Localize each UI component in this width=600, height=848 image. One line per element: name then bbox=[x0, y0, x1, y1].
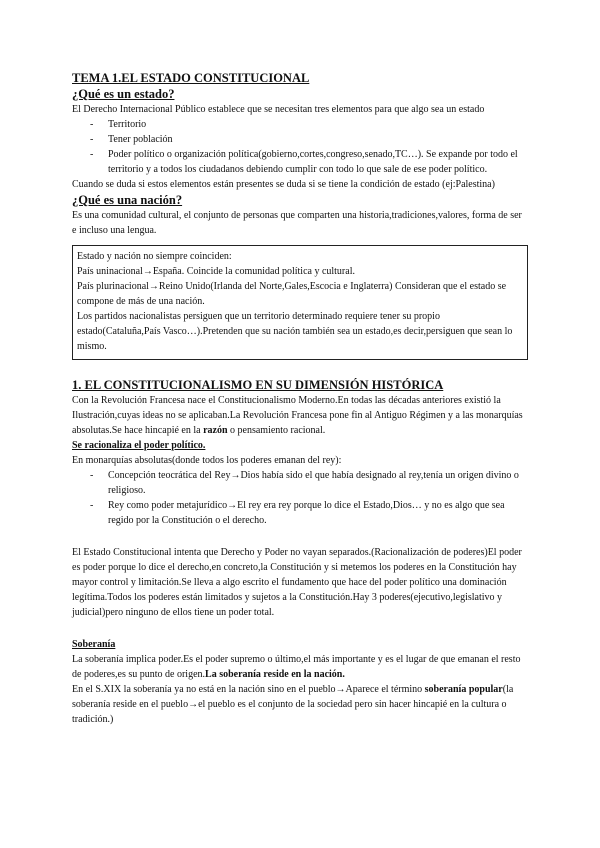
box-line: Los partidos nacionalistas persiguen que un territorio determinado requiere tener su propio estado(Cataluña,País Vasco…).Pretenden que su nación también sea un estado,es decir,persiguen que sean lo mismo. bbox=[77, 311, 513, 352]
heading-que-es-nacion: ¿Qué es una nación? bbox=[72, 193, 183, 207]
heading-que-es-estado: ¿Qué es un estado? bbox=[72, 87, 175, 101]
soberania-paragraph-2: En el S.XIX la soberanía ya no está en la nación sino en el pueblo→Aparece el término soberanía popular(la soberanía reside en el pueblo→el pueblo es el conjunto de la sociedad pero sin hacer hincapié en la cultura o tradición.) bbox=[72, 684, 514, 725]
box-line: País plurinacional→Reino Unido(Irlanda del Norte,Gales,Escocia e Inglaterra) Consideran que el estado se compone de más de una nación. bbox=[77, 281, 507, 307]
estado-nacion-box bbox=[72, 245, 528, 360]
document-body bbox=[72, 70, 528, 727]
estado-outro: Cuando se duda si estos elementos están presentes se duda si se tiene la condición de estado (ej:Palestina) bbox=[72, 179, 495, 190]
list-item: - Concepción teocrática del Rey→Dios había sido el que había designado al rey,tenía un origen divino o religioso. bbox=[108, 468, 528, 498]
list-item: - Poder político o organización política(gobierno,cortes,congreso,senado,TC…). Se expande por todo el territorio y a todos los ciudadanos debiendo cumplir con todo lo que sale de ese poder político. bbox=[108, 147, 528, 177]
estado-elements-list bbox=[72, 117, 528, 177]
document-title: TEMA 1.EL ESTADO CONSTITUCIONAL bbox=[72, 71, 310, 85]
box-line: País uninacional→España. Coincide la comunidad política y cultural. bbox=[77, 266, 355, 277]
list-item: - Territorio bbox=[108, 117, 528, 132]
estado-constitucional-paragraph: El Estado Constitucional intenta que Derecho y Poder no vayan separados.(Racionalización de poderes)El poder es poder porque lo dice el derecho,en concreto,la Constitución y si metemos los poderes en la Constitución hay mayor control y limitación.Se lleva a algo escrito el fundamento que hace del poder político una dominación legítima.Todos los poderes están limitados y sujetos a la Constitución.Hay 3 poderes(ejecutivo,legislativo y judicial)pero ninguno de ellos tiene un poder total. bbox=[72, 547, 522, 618]
estado-intro: El Derecho Internacional Público establece que se necesitan tres elementos para que algo sea un estado bbox=[72, 104, 485, 115]
constitucionalismo-paragraph: Con la Revolución Francesa nace el Constitucionalismo Moderno.En todas las décadas anteriores existió la Ilustración,cuyas ideas no se aplicaban.La Revolución Francesa pone fin al Antiguo Régimen y a las monarquías absolutas.Se hace hincapié en la razón o pensamiento racional. bbox=[72, 395, 523, 436]
subheading-racionaliza: Se racionaliza el poder político. bbox=[72, 440, 206, 451]
heading-constitucionalismo: 1. EL CONSTITUCIONALISMO EN SU DIMENSIÓN HISTÓRICA bbox=[72, 378, 444, 392]
list-item: - Rey como poder metajurídico→El rey era rey porque lo dice el Estado,Dios… y no es algo que sea regido por la Constitución o el derecho. bbox=[108, 498, 528, 528]
soberania-paragraph-1: La soberanía implica poder.Es el poder supremo o último,el más importante y es el lugar de que emanan el resto de poderes,es su punto de origen.La soberanía reside en la nación. bbox=[72, 654, 521, 680]
list-item: - Tener población bbox=[108, 132, 528, 147]
nacion-definition: Es una comunidad cultural, el conjunto de personas que comparten una historia,tradiciones,valores, forma de ser e incluso una lengua. bbox=[72, 210, 522, 236]
heading-soberania: Soberanía bbox=[72, 639, 116, 650]
monarquias-list bbox=[72, 468, 528, 528]
box-line: Estado y nación no siempre coinciden: bbox=[77, 251, 232, 262]
monarquias-intro: En monarquías absolutas(donde todos los poderes emanan del rey): bbox=[72, 455, 342, 466]
